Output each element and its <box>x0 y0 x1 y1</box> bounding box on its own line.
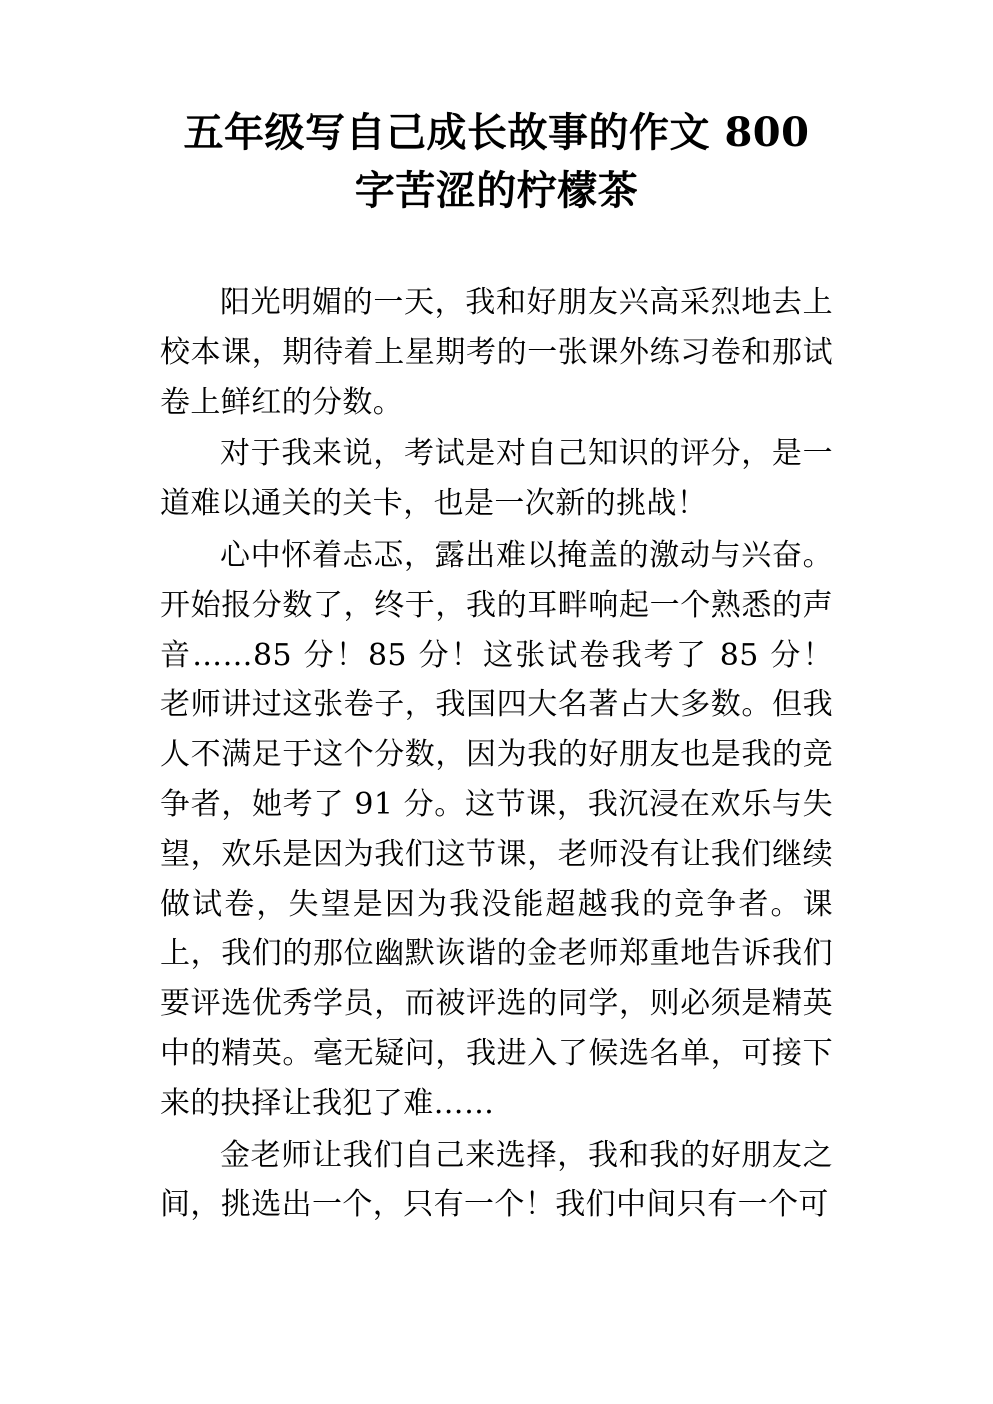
paragraph: 心中怀着忐忑，露出难以掩盖的激动与兴奋。开始报分数了，终于，我的耳畔响起一个熟悉的声音……85 分！85 分！这张试卷我考了 85 分！老师讲过这张卷子，我国四大名著占大多数。但我人不满足于这个分数，因为我的好朋友也是我的竞争者，她考了 91 分。这节课，我沉浸在欢乐与失望，欢乐是因为我们这节课，老师没有让我们继续做试卷，失望是因为我没能超越我的竞争者。课上，我们的那位幽默诙谐的金老师郑重地告诉我们要评选优秀学员，而被评选的同学，则必须是精英中的精英。毫无疑问，我进入了候选名单，可接下来的抉择让我犯了难…… <box>160 537 833 1121</box>
paragraph: 对于我来说，考试是对自己知识的评分，是一道难以通关的关卡，也是一次新的挑战！ <box>160 436 833 522</box>
page-title: 五年级写自己成长故事的作文 800 字苦涩的柠檬茶 <box>183 109 810 214</box>
document-body <box>160 278 833 1230</box>
paragraph: 金老师让我们自己来选择，我和我的好朋友之间，挑选出一个，只有一个！我们中间只有一个可 <box>160 1137 833 1223</box>
paragraph: 阳光明媚的一天，我和好朋友兴高采烈地去上校本课，期待着上星期考的一张课外练习卷和那试卷上鲜红的分数。 <box>160 285 833 420</box>
